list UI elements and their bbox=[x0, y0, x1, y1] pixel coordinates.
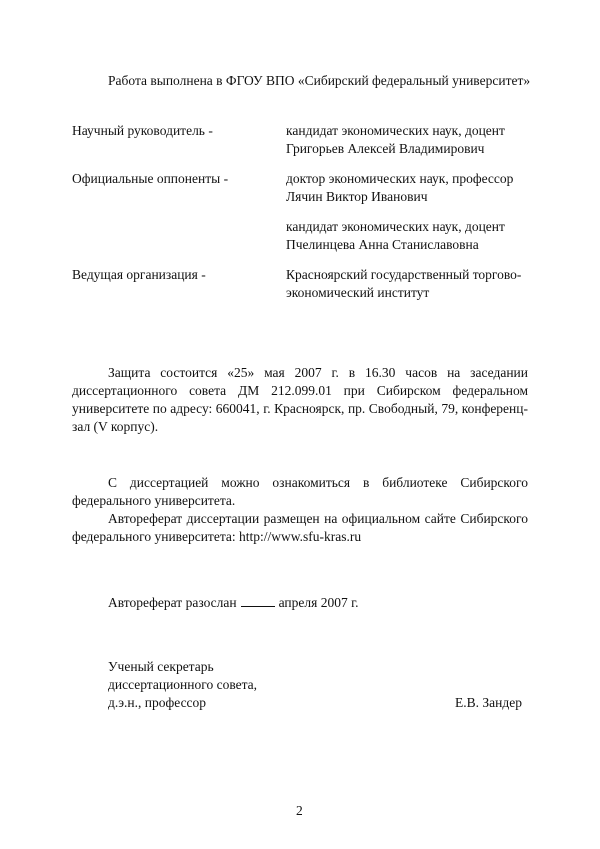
library-line-1: С диссертацией можно ознакомиться в библиотеке Сибирского bbox=[108, 475, 528, 490]
role-label-organization: Ведущая организация - bbox=[72, 267, 206, 282]
defense-line-3: университете по адресу: 660041, г. Красноярск, пр. Свободный, 79, конференц- bbox=[72, 401, 528, 416]
role-line-supervisor-1: кандидат экономических наук, доцент bbox=[286, 123, 505, 138]
secretary-name: Е.В. Зандер bbox=[455, 695, 522, 710]
library-line-3: Автореферат диссертации размещен на официальном сайте Сибирского bbox=[108, 511, 528, 526]
role-label-opponents: Официальные оппоненты - bbox=[72, 171, 229, 186]
secretary-line-3: д.э.н., профессор bbox=[108, 695, 207, 710]
sent-date-blank bbox=[241, 594, 275, 607]
defense-line-1: Защита состоится «25» мая 2007 г. в 16.30 часов на заседании bbox=[108, 365, 528, 380]
defense-line-2: диссертационного совета ДМ 212.099.01 при Сибирском федеральном bbox=[72, 383, 528, 398]
role-line-organization-2: экономический институт bbox=[286, 285, 430, 300]
role-line-opponent1-1: доктор экономических наук, профессор bbox=[286, 171, 514, 186]
page-number: 2 bbox=[296, 803, 303, 818]
defense-line-4: зал (V корпус). bbox=[72, 419, 159, 434]
role-line-supervisor-2: Григорьев Алексей Владимирович bbox=[286, 141, 485, 156]
secretary-line-1: Ученый секретарь bbox=[108, 659, 214, 674]
role-label-supervisor: Научный руководитель - bbox=[72, 123, 213, 138]
sent-after: апреля 2007 г. bbox=[278, 595, 359, 610]
sent-line bbox=[108, 594, 358, 612]
role-line-opponent2-2: Пчелинцева Анна Станиславовна bbox=[286, 237, 479, 252]
role-line-opponent2-1: кандидат экономических наук, доцент bbox=[286, 219, 505, 234]
header-line: Работа выполнена в ФГОУ ВПО «Сибирский федеральный университет» bbox=[108, 73, 531, 88]
role-line-opponent1-2: Лячин Виктор Иванович bbox=[286, 189, 428, 204]
secretary-line-2: диссертационного совета, bbox=[108, 677, 258, 692]
role-line-organization-1: Красноярский государственный торгово- bbox=[286, 267, 522, 282]
library-line-4: федерального университета: http://www.sfu-kras.ru bbox=[72, 529, 362, 544]
library-line-2: федерального университета. bbox=[72, 493, 236, 508]
sent-before: Автореферат разослан bbox=[108, 595, 237, 610]
